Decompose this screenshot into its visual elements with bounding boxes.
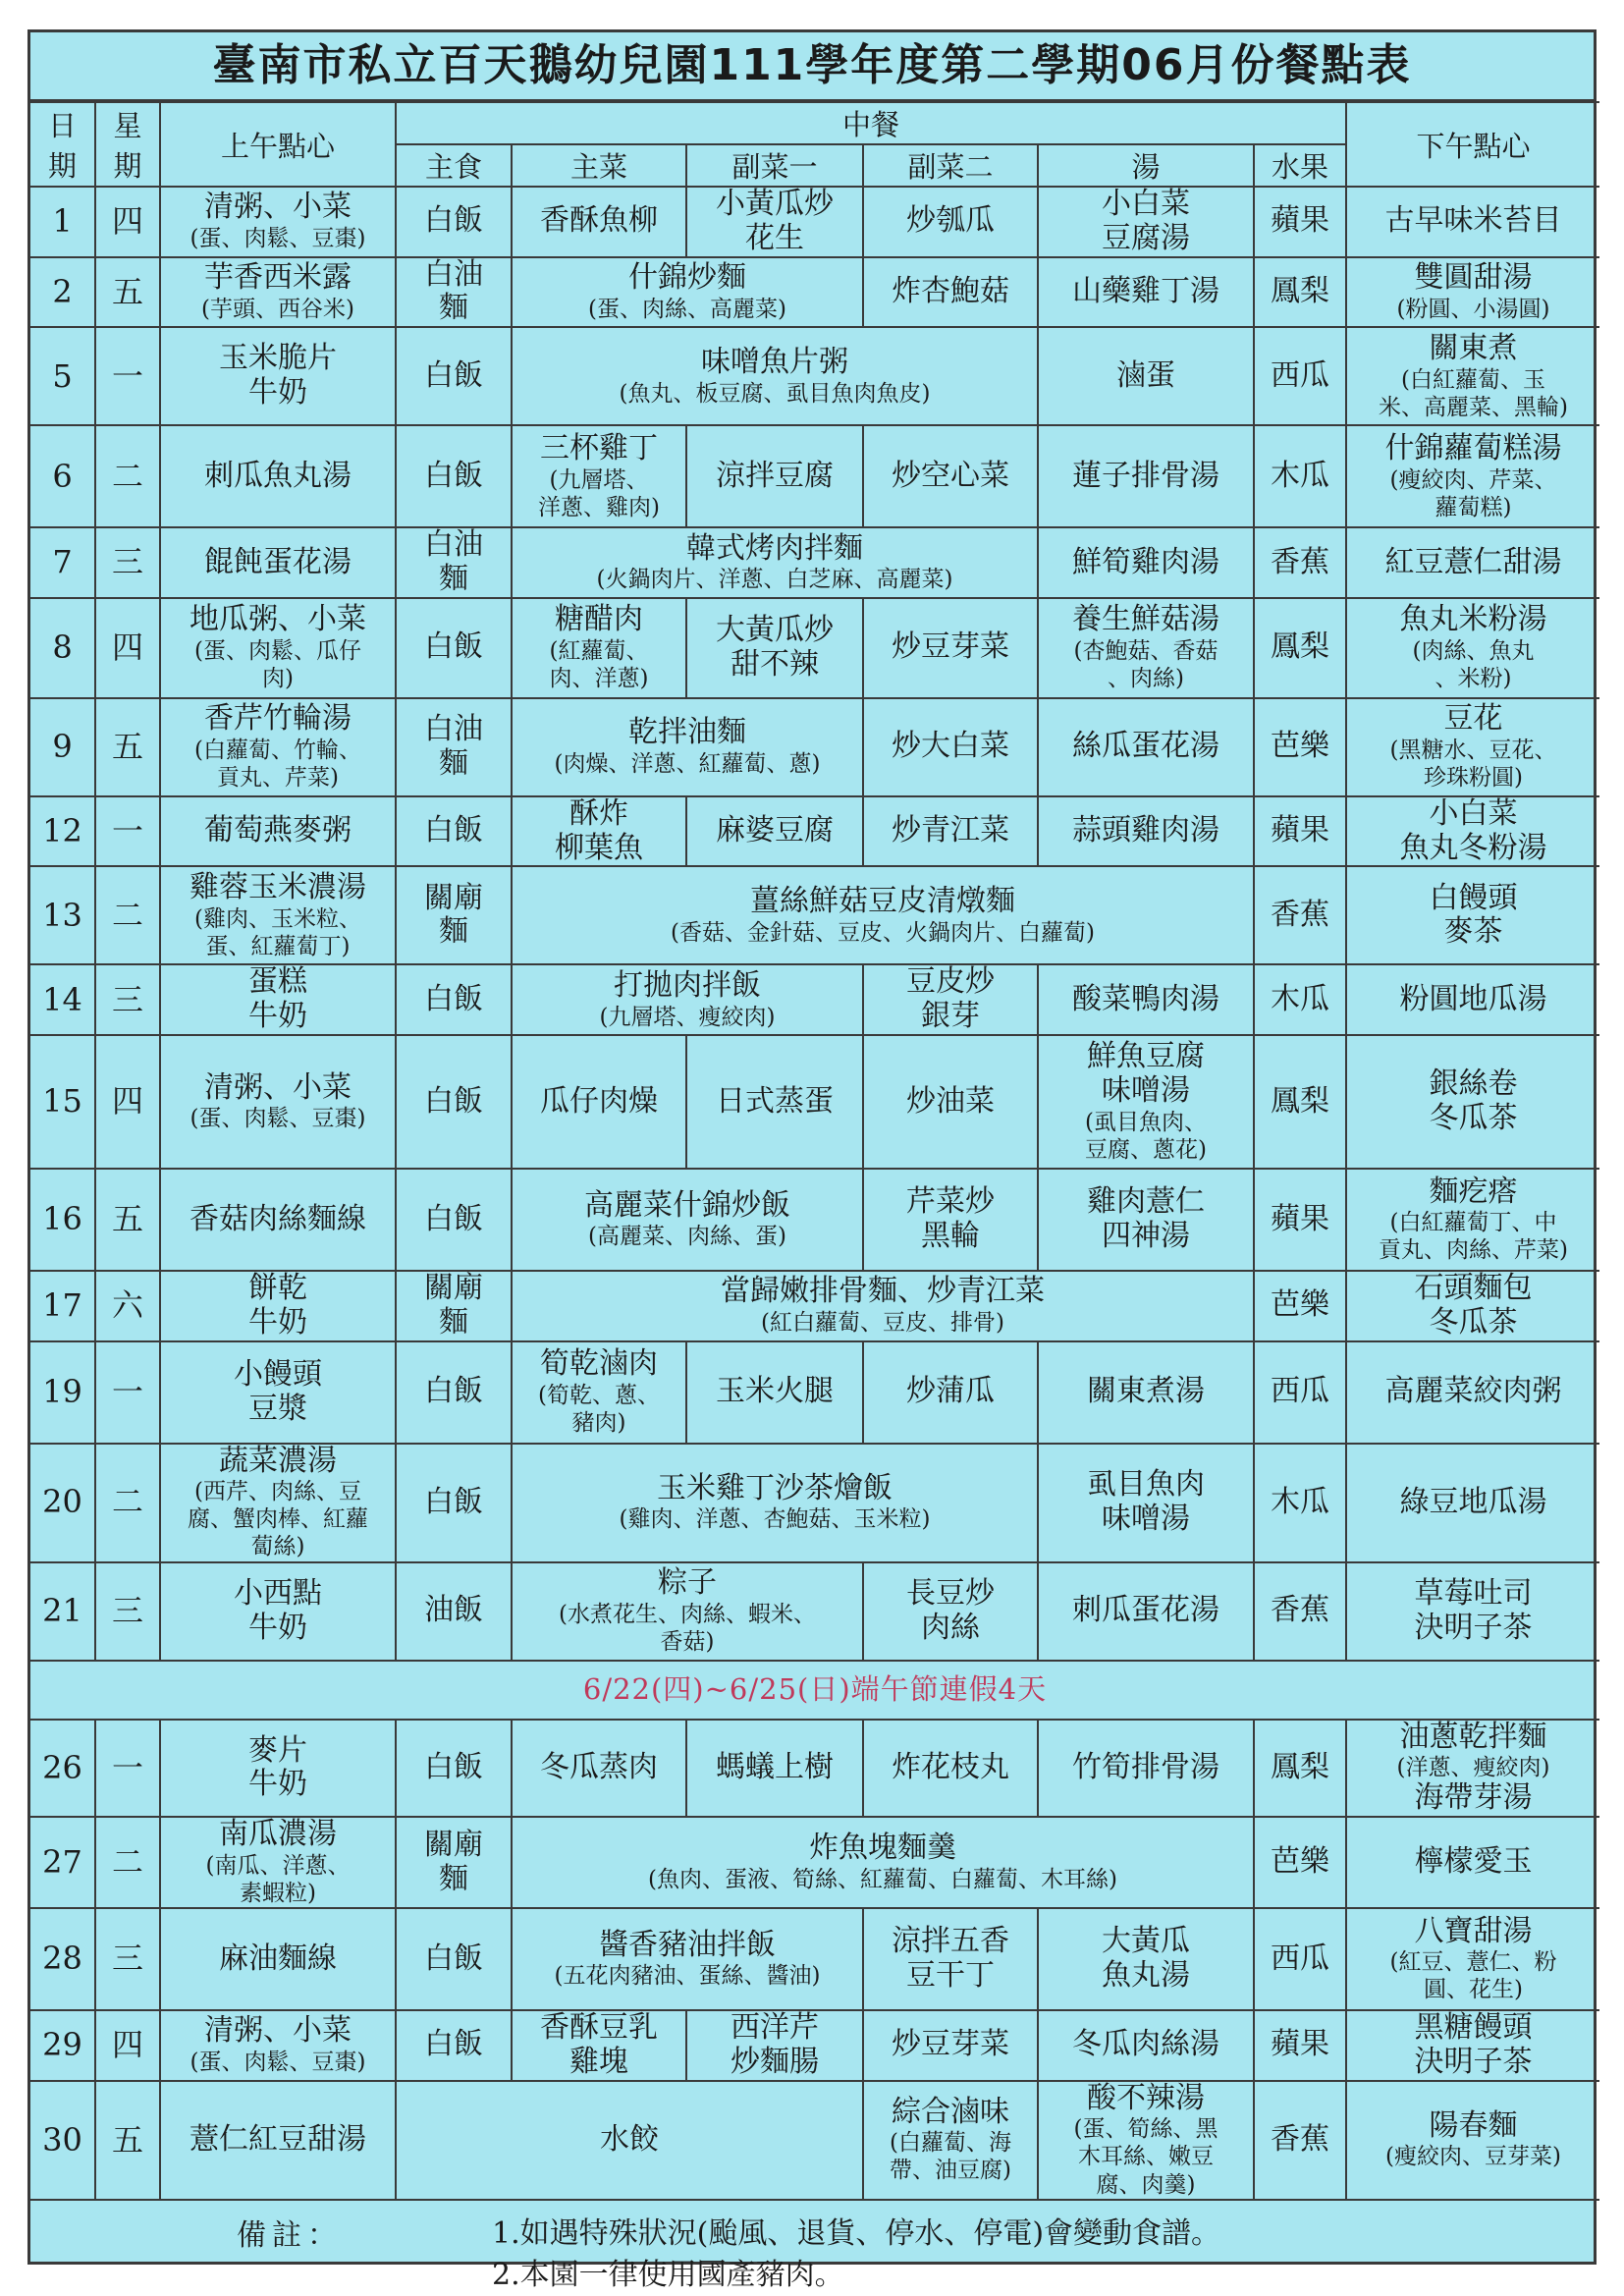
weekday-cell: 一	[95, 796, 160, 867]
header-side1: 副菜一	[686, 144, 863, 187]
table-row	[30, 1035, 1599, 1169]
staple-cell: 白飯	[396, 327, 512, 425]
fruit-cell: 鳳梨	[1254, 598, 1346, 698]
day-cell: 9	[30, 698, 95, 796]
day-cell: 27	[30, 1817, 95, 1908]
pm-snack-cell: 高麗菜絞肉粥	[1346, 1341, 1599, 1444]
pm-snack-cell: 綠豆地瓜湯	[1346, 1444, 1599, 1562]
am-snack-cell: 香芹竹輪湯 (白蘿蔔、竹輪、 貢丸、芹菜)	[160, 698, 396, 796]
weekday-cell: 五	[95, 698, 160, 796]
main-dish-cell: 糖醋肉 (紅蘿蔔、 肉、洋蔥)	[512, 598, 686, 698]
staple-cell: 白飯	[396, 1169, 512, 1271]
pm-snack-cell: 油蔥乾拌麵 (洋蔥、瘦絞肉) 海帶芽湯	[1346, 1720, 1599, 1818]
combo-dish-cell: 當歸嫩排骨麵、炒青江菜 (紅白蘿蔔、豆皮、排骨)	[512, 1271, 1254, 1341]
fruit-cell: 芭樂	[1254, 698, 1346, 796]
side2-cell: 炒青江菜	[863, 796, 1038, 867]
header-soup: 湯	[1038, 144, 1254, 187]
weekday-cell: 一	[95, 1341, 160, 1444]
staple-cell: 白飯	[396, 1908, 512, 2010]
weekday-cell: 三	[95, 1908, 160, 2010]
fruit-cell: 木瓜	[1254, 425, 1346, 527]
weekday-cell: 三	[95, 1562, 160, 1661]
pm-snack-cell: 石頭麵包 冬瓜茶	[1346, 1271, 1599, 1341]
day-cell: 1	[30, 187, 95, 257]
fruit-cell: 蘋果	[1254, 2010, 1346, 2081]
soup-cell: 關東煮湯	[1038, 1341, 1254, 1444]
pm-snack-cell: 小白菜 魚丸冬粉湯	[1346, 796, 1599, 867]
fruit-cell: 蘋果	[1254, 187, 1346, 257]
table-row	[30, 796, 1599, 867]
side2-cell: 炒豆芽菜	[863, 598, 1038, 698]
day-cell: 15	[30, 1035, 95, 1169]
pm-snack-cell: 紅豆薏仁甜湯	[1346, 527, 1599, 598]
pm-snack-cell: 黑糖饅頭 決明子茶	[1346, 2010, 1599, 2081]
combo-dish-cell: 韓式烤肉拌麵 (火鍋肉片、洋蔥、白芝麻、高麗菜)	[512, 527, 1038, 598]
header-weekday: 星 期	[95, 102, 160, 187]
am-snack-cell: 薏仁紅豆甜湯	[160, 2081, 396, 2200]
am-snack-cell: 小西點 牛奶	[160, 1562, 396, 1661]
soup-cell: 鮮筍雞肉湯	[1038, 527, 1254, 598]
staple-cell: 油飯	[396, 1562, 512, 1661]
side1-cell: 小黃瓜炒 花生	[686, 187, 863, 257]
header-staple: 主食	[396, 144, 512, 187]
soup-cell: 養生鮮菇湯 (杏鮑菇、香菇 、肉絲)	[1038, 598, 1254, 698]
day-cell: 16	[30, 1169, 95, 1271]
page-title: 臺南市私立百天鵝幼兒園111學年度第二學期06月份餐點表	[30, 32, 1594, 101]
am-snack-cell: 清粥、小菜 (蛋、肉鬆、豆棗)	[160, 2010, 396, 2081]
soup-cell: 絲瓜蛋花湯	[1038, 698, 1254, 796]
day-cell: 5	[30, 327, 95, 425]
fruit-cell: 香蕉	[1254, 866, 1346, 964]
staple-cell: 白飯	[396, 796, 512, 867]
side1-cell: 麻婆豆腐	[686, 796, 863, 867]
main-dish-cell: 酥炸 柳葉魚	[512, 796, 686, 867]
am-snack-cell: 餛飩蛋花湯	[160, 527, 396, 598]
table-row	[30, 1562, 1599, 1661]
day-cell: 12	[30, 796, 95, 867]
table-row	[30, 1271, 1599, 1341]
pm-snack-cell: 草莓吐司 決明子茶	[1346, 1562, 1599, 1661]
soup-cell: 蓮子排骨湯	[1038, 425, 1254, 527]
fruit-cell: 西瓜	[1254, 1908, 1346, 2010]
weekday-cell: 四	[95, 1035, 160, 1169]
staple-cell: 白飯	[396, 1341, 512, 1444]
weekday-cell: 二	[95, 1444, 160, 1562]
soup-cell: 滷蛋	[1038, 327, 1254, 425]
side2-cell: 炒瓠瓜	[863, 187, 1038, 257]
staple-cell: 白飯	[396, 1720, 512, 1818]
am-snack-cell: 清粥、小菜 (蛋、肉鬆、豆棗)	[160, 187, 396, 257]
header-side2: 副菜二	[863, 144, 1038, 187]
day-cell: 17	[30, 1271, 95, 1341]
day-cell: 20	[30, 1444, 95, 1562]
am-snack-cell: 刺瓜魚丸湯	[160, 425, 396, 527]
soup-cell: 山藥雞丁湯	[1038, 257, 1254, 328]
day-cell: 30	[30, 2081, 95, 2200]
table-row	[30, 2081, 1599, 2200]
am-snack-cell: 麥片 牛奶	[160, 1720, 396, 1818]
am-snack-cell: 蛋糕 牛奶	[160, 964, 396, 1035]
am-snack-cell: 芋香西米露 (芋頭、西谷米)	[160, 257, 396, 328]
side2-cell: 芹菜炒 黑輪	[863, 1169, 1038, 1271]
am-snack-cell: 小饅頭 豆漿	[160, 1341, 396, 1444]
pm-snack-cell: 古早味米苔目	[1346, 187, 1599, 257]
weekday-cell: 五	[95, 1169, 160, 1271]
table-row	[30, 2010, 1599, 2081]
day-cell: 29	[30, 2010, 95, 2081]
fruit-cell: 鳳梨	[1254, 1720, 1346, 1818]
table-row	[30, 1720, 1599, 1818]
am-snack-cell: 玉米脆片 牛奶	[160, 327, 396, 425]
pm-snack-cell: 麵疙瘩 (白紅蘿蔔丁、中 貢丸、肉絲、芹菜)	[1346, 1169, 1599, 1271]
table-row	[30, 598, 1599, 698]
day-cell: 28	[30, 1908, 95, 2010]
main-dish-cell: 瓜仔肉燥	[512, 1035, 686, 1169]
am-snack-cell: 蔬菜濃湯 (西芹、肉絲、豆 腐、蟹肉棒、紅蘿 蔔絲)	[160, 1444, 396, 1562]
staple-cell: 白飯	[396, 1035, 512, 1169]
pm-snack-cell: 檸檬愛玉	[1346, 1817, 1599, 1908]
fruit-cell: 蘋果	[1254, 1169, 1346, 1271]
menu-sheet	[27, 29, 1597, 2292]
holiday-row	[30, 1661, 1599, 1720]
table-row	[30, 1341, 1599, 1444]
side2-cell: 長豆炒 肉絲	[863, 1562, 1038, 1661]
staple-cell: 白飯	[396, 425, 512, 527]
side2-cell: 涼拌五香 豆干丁	[863, 1908, 1038, 2010]
side1-cell: 螞蟻上樹	[686, 1720, 863, 1818]
table-row	[30, 187, 1599, 257]
main-dish-cell: 筍乾滷肉 (筍乾、蔥、 豬肉)	[512, 1341, 686, 1444]
weekday-cell: 三	[95, 964, 160, 1035]
soup-cell: 竹筍排骨湯	[1038, 1720, 1254, 1818]
main-dish-cell: 三杯雞丁 (九層塔、 洋蔥、雞肉)	[512, 425, 686, 527]
day-cell: 13	[30, 866, 95, 964]
staple-cell: 白飯	[396, 187, 512, 257]
weekday-cell: 六	[95, 1271, 160, 1341]
am-snack-cell: 南瓜濃湯 (南瓜、洋蔥、 素蝦粒)	[160, 1817, 396, 1908]
table-row	[30, 425, 1599, 527]
table-row	[30, 964, 1599, 1035]
day-cell: 14	[30, 964, 95, 1035]
staple-cell: 白油 麵	[396, 527, 512, 598]
header-pm-snack: 下午點心	[1346, 102, 1599, 187]
side2-cell: 豆皮炒 銀芽	[863, 964, 1038, 1035]
pm-snack-cell: 粉圓地瓜湯	[1346, 964, 1599, 1035]
combo-dish-cell: 味噌魚片粥 (魚丸、板豆腐、虱目魚肉魚皮)	[512, 327, 1038, 425]
soup-cell: 大黃瓜 魚丸湯	[1038, 1908, 1254, 2010]
day-cell: 7	[30, 527, 95, 598]
combo-dish-cell: 玉米雞丁沙茶燴飯 (雞肉、洋蔥、杏鮑菇、玉米粒)	[512, 1444, 1038, 1562]
side1-cell: 西洋芹 炒麵腸	[686, 2010, 863, 2081]
combo-dish-cell: 醬香豬油拌飯 (五花肉豬油、蛋絲、醬油)	[512, 1908, 863, 2010]
table-row	[30, 327, 1599, 425]
notes-section	[30, 2201, 1594, 2295]
notes-label: 備註：	[237, 2217, 343, 2253]
combo-dish-cell: 炸魚塊麵羹 (魚肉、蛋液、筍絲、紅蘿蔔、白蘿蔔、木耳絲)	[512, 1817, 1254, 1908]
am-snack-cell: 地瓜粥、小菜 (蛋、肉鬆、瓜仔 肉)	[160, 598, 396, 698]
side1-cell: 涼拌豆腐	[686, 425, 863, 527]
combo-dish-cell: 乾拌油麵 (肉燥、洋蔥、紅蘿蔔、蔥)	[512, 698, 863, 796]
side1-cell: 玉米火腿	[686, 1341, 863, 1444]
main-dish-cell: 冬瓜蒸肉	[512, 1720, 686, 1818]
weekday-cell: 一	[95, 327, 160, 425]
side2-cell: 炒油菜	[863, 1035, 1038, 1169]
combo-dish-cell: 高麗菜什錦炒飯 (高麗菜、肉絲、蛋)	[512, 1169, 863, 1271]
header-fruit: 水果	[1254, 144, 1346, 187]
header-lunch: 中餐	[396, 102, 1346, 144]
holiday-notice: 6/22(四)~6/25(日)端午節連假4天	[30, 1661, 1599, 1720]
side2-cell: 炒空心菜	[863, 425, 1038, 527]
day-cell: 8	[30, 598, 95, 698]
combo-dish-cell: 什錦炒麵 (蛋、肉絲、高麗菜)	[512, 257, 863, 328]
table-row	[30, 257, 1599, 328]
staple-cell: 白飯	[396, 2010, 512, 2081]
am-snack-cell: 葡萄燕麥粥	[160, 796, 396, 867]
day-cell: 19	[30, 1341, 95, 1444]
side1-cell: 大黃瓜炒 甜不辣	[686, 598, 863, 698]
table-row	[30, 698, 1599, 796]
fruit-cell: 蘋果	[1254, 796, 1346, 867]
day-cell: 2	[30, 257, 95, 328]
table-row	[30, 527, 1599, 598]
meal-rows	[30, 187, 1599, 2200]
note-line-2: 2.本園一律使用國產豬肉。	[492, 2257, 844, 2292]
fruit-cell: 香蕉	[1254, 1562, 1346, 1661]
weekday-cell: 五	[95, 257, 160, 328]
weekday-cell: 一	[95, 1720, 160, 1818]
main-dish-cell: 香酥魚柳	[512, 187, 686, 257]
am-snack-cell: 香菇肉絲麵線	[160, 1169, 396, 1271]
table-row	[30, 1817, 1599, 1908]
meal-table	[30, 101, 1599, 2201]
fruit-cell: 芭樂	[1254, 1817, 1346, 1908]
side1-cell: 日式蒸蛋	[686, 1035, 863, 1169]
table-row	[30, 1908, 1599, 2010]
header-day: 日 期	[30, 102, 95, 187]
fruit-cell: 西瓜	[1254, 327, 1346, 425]
day-cell: 21	[30, 1562, 95, 1661]
weekday-cell: 五	[95, 2081, 160, 2200]
header-am-snack: 上午點心	[160, 102, 396, 187]
fruit-cell: 木瓜	[1254, 1444, 1346, 1562]
am-snack-cell: 餅乾 牛奶	[160, 1271, 396, 1341]
main-dish-cell: 香酥豆乳 雞塊	[512, 2010, 686, 2081]
fruit-cell: 香蕉	[1254, 2081, 1346, 2200]
header-main: 主菜	[512, 144, 686, 187]
soup-cell: 蒜頭雞肉湯	[1038, 796, 1254, 867]
fruit-cell: 鳳梨	[1254, 1035, 1346, 1169]
pm-snack-cell: 銀絲卷 冬瓜茶	[1346, 1035, 1599, 1169]
soup-cell: 冬瓜肉絲湯	[1038, 2010, 1254, 2081]
staple-cell: 白飯	[396, 1444, 512, 1562]
weekday-cell: 二	[95, 1817, 160, 1908]
table-row	[30, 1169, 1599, 1271]
side2-cell: 綜合滷味 (白蘿蔔、海 帶、油豆腐)	[863, 2081, 1038, 2200]
staple-cell: 關廟 麵	[396, 866, 512, 964]
soup-cell: 雞肉薏仁 四神湯	[1038, 1169, 1254, 1271]
staple-cell: 白飯	[396, 598, 512, 698]
side2-cell: 炸杏鮑菇	[863, 257, 1038, 328]
side2-cell: 炒豆芽菜	[863, 2010, 1038, 2081]
soup-cell: 小白菜 豆腐湯	[1038, 187, 1254, 257]
day-cell: 6	[30, 425, 95, 527]
weekday-cell: 四	[95, 2010, 160, 2081]
staple-cell: 關廟 麵	[396, 1271, 512, 1341]
soup-cell: 刺瓜蛋花湯	[1038, 1562, 1254, 1661]
weekday-cell: 三	[95, 527, 160, 598]
pm-snack-cell: 雙圓甜湯 (粉圓、小湯圓)	[1346, 257, 1599, 328]
combo-dish-cell: 打拋肉拌飯 (九層塔、瘦絞肉)	[512, 964, 863, 1035]
table-row	[30, 866, 1599, 964]
soup-cell: 虱目魚肉 味噌湯	[1038, 1444, 1254, 1562]
am-snack-cell: 清粥、小菜 (蛋、肉鬆、豆棗)	[160, 1035, 396, 1169]
fruit-cell: 西瓜	[1254, 1341, 1346, 1444]
note-line-1: 1.如遇特殊狀況(颱風、退貨、停水、停電)會變動食譜。	[492, 2215, 1221, 2251]
pm-snack-cell: 白饅頭 麥茶	[1346, 866, 1599, 964]
staple-cell: 白油 麵	[396, 257, 512, 328]
pm-snack-cell: 八寶甜湯 (紅豆、薏仁、粉 圓、花生)	[1346, 1908, 1599, 2010]
am-snack-cell: 雞蓉玉米濃湯 (雞肉、玉米粒、 蛋、紅蘿蔔丁)	[160, 866, 396, 964]
weekday-cell: 四	[95, 598, 160, 698]
side2-cell: 炒蒲瓜	[863, 1341, 1038, 1444]
day-cell: 26	[30, 1720, 95, 1818]
am-snack-cell: 麻油麵線	[160, 1908, 396, 2010]
staple-cell: 白飯	[396, 964, 512, 1035]
pm-snack-cell: 陽春麵 (瘦絞肉、豆芽菜)	[1346, 2081, 1599, 2200]
pm-snack-cell: 關東煮 (白紅蘿蔔、玉 米、高麗菜、黑輪)	[1346, 327, 1599, 425]
pm-snack-cell: 什錦蘿蔔糕湯 (瘦絞肉、芹菜、 蘿蔔糕)	[1346, 425, 1599, 527]
fruit-cell: 芭樂	[1254, 1271, 1346, 1341]
combo-dish-cell: 粽子 (水煮花生、肉絲、蝦米、 香菇)	[512, 1562, 863, 1661]
weekday-cell: 二	[95, 425, 160, 527]
soup-cell: 酸不辣湯 (蛋、筍絲、黑 木耳絲、嫩豆 腐、肉羹)	[1038, 2081, 1254, 2200]
soup-cell: 酸菜鴨肉湯	[1038, 964, 1254, 1035]
table-row	[30, 1444, 1599, 1562]
side2-cell: 炸花枝丸	[863, 1720, 1038, 1818]
pm-snack-cell: 魚丸米粉湯 (肉絲、魚丸 、米粉)	[1346, 598, 1599, 698]
soup-cell: 鮮魚豆腐 味噌湯 (虱目魚肉、 豆腐、蔥花)	[1038, 1035, 1254, 1169]
side2-cell: 炒大白菜	[863, 698, 1038, 796]
combo-dish-cell: 薑絲鮮菇豆皮清燉麵 (香菇、金針菇、豆皮、火鍋肉片、白蘿蔔)	[512, 866, 1254, 964]
pm-snack-cell: 豆花 (黑糖水、豆花、 珍珠粉圓)	[1346, 698, 1599, 796]
weekday-cell: 二	[95, 866, 160, 964]
staple-main-cell: 水餃	[396, 2081, 863, 2200]
staple-cell: 白油 麵	[396, 698, 512, 796]
fruit-cell: 香蕉	[1254, 527, 1346, 598]
fruit-cell: 鳳梨	[1254, 257, 1346, 328]
staple-cell: 關廟 麵	[396, 1817, 512, 1908]
fruit-cell: 木瓜	[1254, 964, 1346, 1035]
weekday-cell: 四	[95, 187, 160, 257]
